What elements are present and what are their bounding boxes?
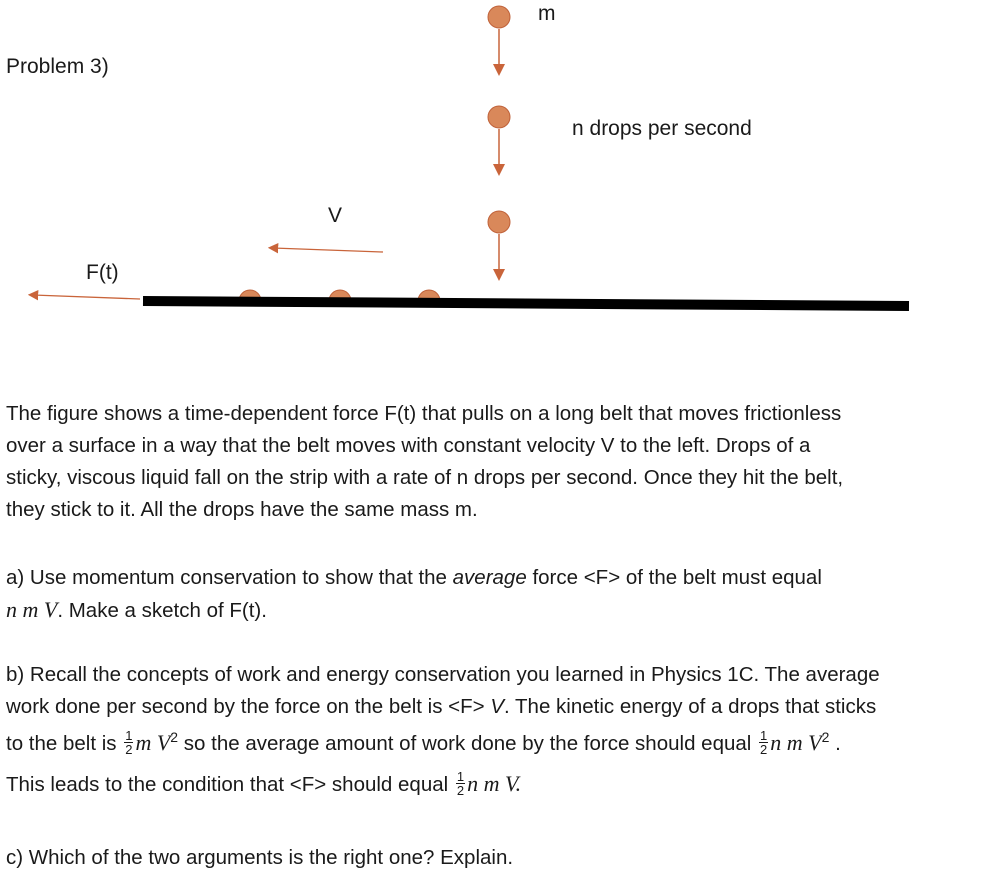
falling-drop-3 xyxy=(488,211,510,275)
math-nmv-2: n m V xyxy=(467,771,516,796)
exponent-2b: 2 xyxy=(821,729,830,746)
drop-rate-label: n drops per second xyxy=(572,117,752,140)
period-2: . xyxy=(515,771,522,796)
intro-line-3: sticky, viscous liquid fall on the strip with a rate of n drops per second. Once they hit the belt, xyxy=(6,466,844,489)
exponent-2: 2 xyxy=(170,729,179,746)
part-b-line-3 xyxy=(6,727,981,760)
part-a-line-1 xyxy=(6,562,981,594)
period: . xyxy=(829,732,841,755)
math-mv: m V xyxy=(135,730,171,755)
part-b-kinetic-text: . The kinetic energy of a drops that sticks xyxy=(504,695,877,718)
part-a-line-2 xyxy=(6,594,981,627)
problem-description xyxy=(6,398,981,526)
intro-line-4: they stick to it. All the drops have the same mass m. xyxy=(6,498,478,521)
mass-label: m xyxy=(538,2,556,25)
part-b-line-4 xyxy=(6,768,981,801)
part-c-line-1: c) Which of the two arguments is the right one? Explain. xyxy=(6,846,514,869)
falling-drop-2 xyxy=(488,106,510,170)
fraction-half-2: $\frac{1}{2}$ xyxy=(760,728,768,758)
part-b-line-1: b) Recall the concepts of work and energy conservation you learned in Physics 1C. The average xyxy=(6,663,880,686)
part-c xyxy=(6,842,981,874)
part-a-text: a) Use momentum conservation to show that the xyxy=(6,566,453,589)
part-b-velocity: V xyxy=(490,695,504,718)
problem-label: Problem 3) xyxy=(6,55,109,78)
belt xyxy=(143,301,909,306)
part-b-work-equal-text: so the average amount of work done by the force should equal xyxy=(178,732,758,755)
part-a-sketch-text: . Make a sketch of F(t). xyxy=(57,599,267,622)
intro-line-2: over a surface in a way that the belt moves with constant velocity V to the left. Drops of a xyxy=(6,434,811,457)
part-a-emphasis: average xyxy=(452,566,527,589)
part-b-work-text: work done per second by the force on the belt is <F> xyxy=(6,695,491,718)
falling-drop-1 xyxy=(488,6,510,70)
part-a xyxy=(6,562,981,627)
part-b-belt-text: to the belt is xyxy=(6,732,123,755)
intro-line-1: The figure shows a time-dependent force F(t) that pulls on a long belt that moves frictionless xyxy=(6,402,842,425)
fraction-half-3: $\frac{1}{2}$ xyxy=(456,769,465,799)
velocity-arrow xyxy=(273,248,383,252)
belt-drops-figure xyxy=(0,0,985,330)
math-nmv: n m V xyxy=(770,730,822,755)
fraction-half-1: $\frac{1}{2}$ xyxy=(125,728,133,758)
velocity-label: V xyxy=(328,204,343,227)
force-label: F(t) xyxy=(86,261,119,284)
part-b-condition-text: This leads to the condition that <F> should equal xyxy=(6,773,454,796)
part-a-text-end: force <F> of the belt must equal xyxy=(526,566,822,589)
part-b-line-2 xyxy=(6,691,981,723)
part-a-math-nmv: n m V xyxy=(6,597,58,622)
part-b xyxy=(6,659,981,801)
force-arrow xyxy=(33,295,140,299)
